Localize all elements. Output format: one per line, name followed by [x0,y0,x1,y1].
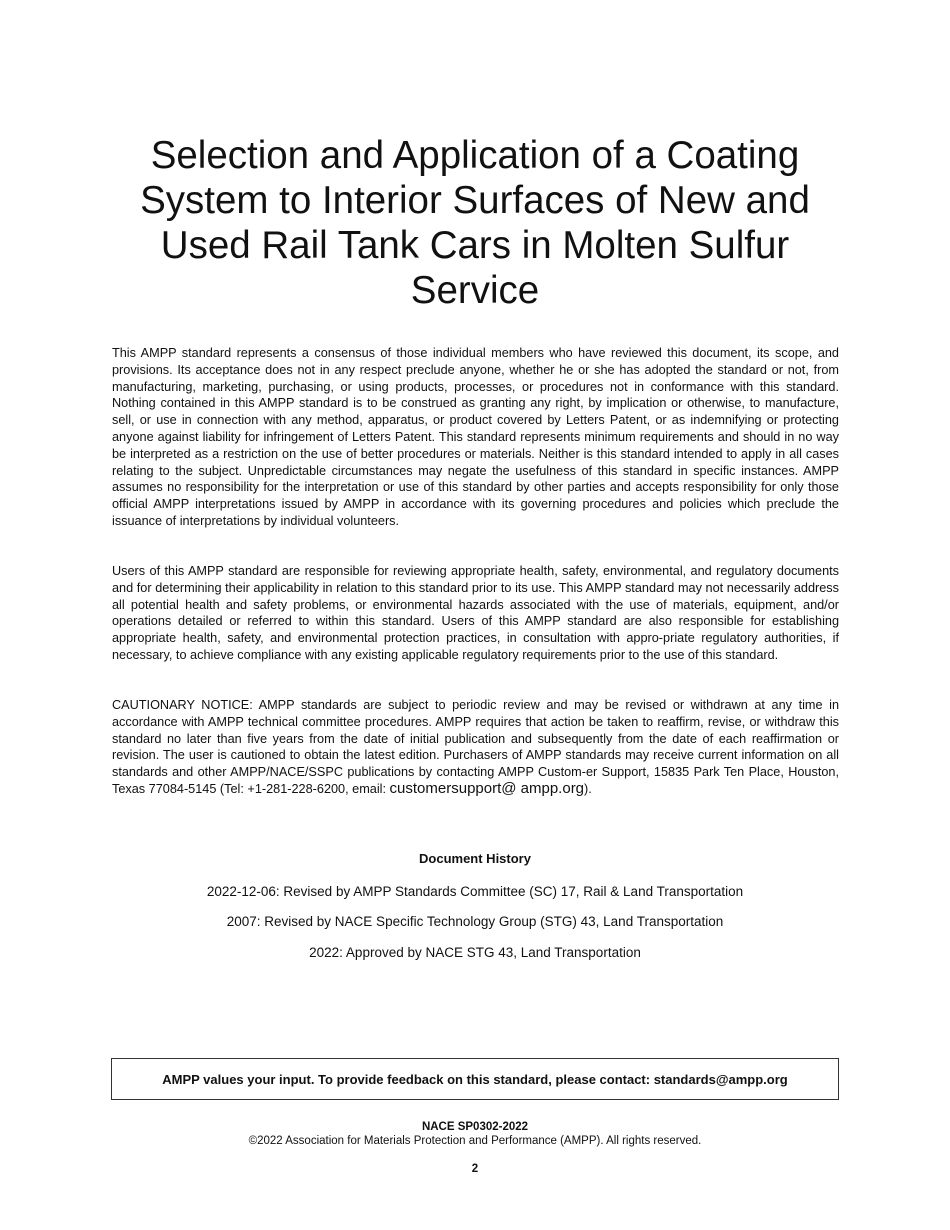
feedback-text: AMPP values your input. To provide feedback on this standard, please contact: standards@ampp.org [162,1071,788,1087]
title-line: Selection and Application of a Coating [150,134,800,177]
copyright-notice: ©2022 Association for Materials Protection and Performance (AMPP). All rights reserved. [248,1135,702,1147]
cautionary-notice-paragraph [112,697,839,798]
customer-support-email-link[interactable]: customersupport@ ampp.org [389,779,585,797]
title-line: Used Rail Tank Cars in Molten Sulfur [160,224,790,267]
document-title [130,133,820,313]
cautionary-text: CAUTIONARY NOTICE: AMPP standards are subject to periodic review and may be revised or withdrawn at any time in accordance with AMPP technical committee procedures. AMPP requires that action be taken to reaffirm, revise, or withdraw this standard no later than five years from the date of initial publication and subsequently from the date of each reaffirmation or revision. The user is cautioned to obtain the latest edition. Purchasers of AMPP standards may receive current information on all standards and other AMPP/NACE/SSPC publications by contacting AMPP Custom-er Support, 15835 Park Ten Place, Houston, Texas 77084-5145 (Tel: +1-281-228-6200, email: [112,698,839,796]
history-entry: 2007: Revised by NACE Specific Technology Group (STG) 43, Land Transportation [226,914,724,929]
history-entry: 2022-12-06: Revised by AMPP Standards Committee (SC) 17, Rail & Land Transportation [206,884,744,899]
cautionary-end: ). [584,781,592,796]
feedback-box [111,1058,839,1100]
history-entry: 2022: Approved by NACE STG 43, Land Transportation [309,945,641,960]
title-line: Service [410,269,540,312]
page-number: 2 [471,1163,479,1175]
standard-code: NACE SP0302-2022 [421,1121,529,1133]
document-history-heading: Document History [419,851,531,866]
users-responsibility-paragraph: Users of this AMPP standard are responsible for reviewing appropriate health, safety, environmental, and regulatory documents and for determining their applicability in relation to this standard prior to its use. This AMPP standard may not necessarily address all potential health and safety problems, or environmental hazards associated with the use of materials, equipment, and/or operations detailed or referred to within this standard. Users of this AMPP standard are also responsible for establishing appropriate health, safety, and environmental protection practices, in consultation with appro-priate regulatory authorities, if necessary, to achieve compliance with any existing applicable regulatory requirements prior to the use of this standard. [112,564,839,662]
title-line: System to Interior Surfaces of New and [140,179,810,222]
consensus-paragraph: This AMPP standard represents a consensus of those individual members who have reviewed this document, its scope, and provisions. Its acceptance does not in any respect preclude anyone, whether he or she has adopted the standard or not, from manufacturing, marketing, purchasing, or using products, processes, or procedures not in conformance with this standard. Nothing contained in this AMPP standard is to be construed as granting any right, by implication or otherwise, to manufacture, sell, or use in connection with any method, apparatus, or product covered by Letters Patent, or as indemnifying or protecting anyone against liability for infringement of Letters Patent. This standard represents minimum requirements and should in no way be interpreted as a restriction on the use of better procedures or materials. Neither is this standard intended to apply in all cases relating to the subject. Unpredictable circumstances may negate the usefulness of this standard in specific instances. AMPP assumes no responsibility for the interpretation or use of this standard by other parties and accepts responsibility for only those official AMPP interpretations issued by AMPP in accordance with its governing procedures and policies which preclude the issuance of interpretations by individual volunteers. [112,346,839,528]
